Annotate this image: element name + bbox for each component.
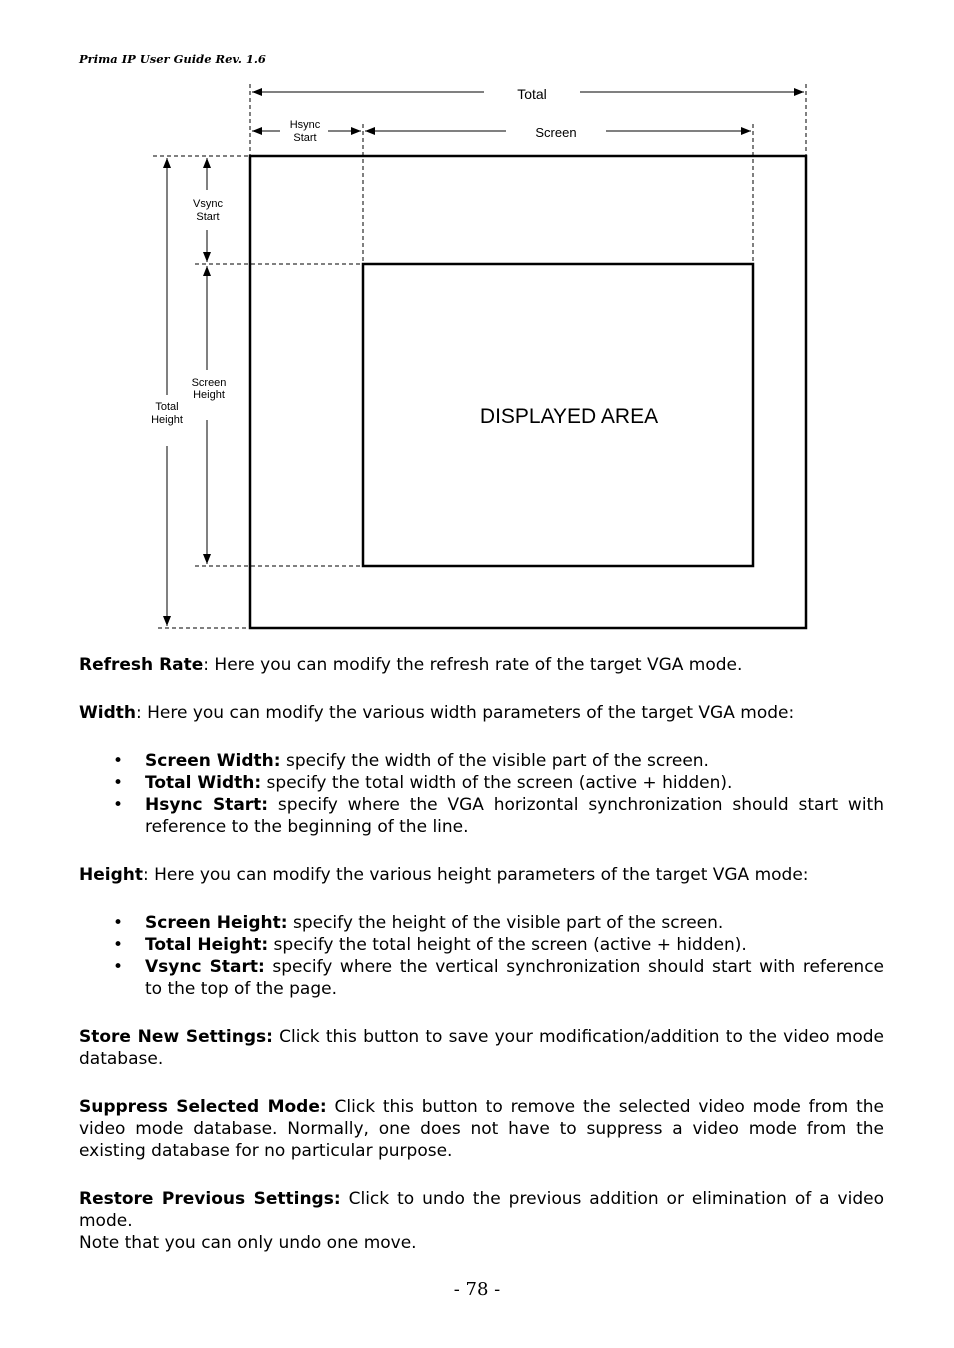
suppress-mode-paragraph (79, 1096, 884, 1162)
restore-note: Note that you can only undo one move. (79, 1233, 417, 1253)
total-width-text: specify the total width of the screen (active + hidden). (261, 773, 733, 793)
hsync-start-label-line2: Start (293, 132, 317, 144)
hsync-start-text: specify where the VGA horizontal synchronization should start with reference to the beginning of the line. (145, 795, 884, 837)
width-text: : Here you can modify the various width parameters of the target VGA mode: (135, 703, 795, 723)
refresh-rate-term: Refresh Rate (79, 655, 204, 675)
page-number: - 78 - (453, 1279, 501, 1300)
height-text: : Here you can modify the various height parameters of the target VGA mode: (142, 865, 809, 885)
list-item (79, 934, 884, 956)
suppress-mode-text: Click this button to remove the selected video mode from the video mode database. Normally, one does not have to suppress a video mode from the existing database for no particular purpose. (79, 1097, 884, 1161)
suppress-mode-term: Suppress Selected Mode: (79, 1097, 327, 1117)
total-frame (250, 156, 806, 628)
store-settings-term: Store New Settings: (79, 1027, 273, 1047)
width-term: Width (79, 703, 136, 723)
vsync-start-term: Vsync Start: (145, 957, 265, 977)
width-list (79, 750, 884, 838)
refresh-rate-text: : Here you can modify the refresh rate of the target VGA mode. (203, 655, 743, 675)
store-settings-paragraph (79, 1026, 884, 1070)
screen-height-text: specify the height of the visible part of the screen. (287, 913, 724, 933)
width-paragraph (79, 702, 884, 724)
screen-height-label-line1: Screen (191, 377, 227, 389)
total-height-text: specify the total height of the screen (active + hidden). (268, 935, 747, 955)
list-item (79, 750, 884, 772)
vsync-start-label-line2: Start (196, 211, 220, 223)
screen-height-term: Screen Height: (145, 913, 288, 933)
height-paragraph (79, 864, 884, 886)
restore-settings-term: Restore Previous Settings: (79, 1189, 341, 1209)
refresh-rate-paragraph (79, 654, 884, 676)
vsync-start-label-line1: Vsync (193, 198, 223, 210)
restore-settings-text: Click to undo the previous addition or elimination of a video mode. (79, 1189, 884, 1231)
list-item (79, 772, 884, 794)
height-list (79, 912, 884, 1000)
screen-width-text: specify the width of the visible part of the screen. (280, 751, 709, 771)
running-header: Prima IP User Guide Rev. 1.6 (79, 52, 266, 66)
total-height-term: Total Height: (145, 935, 269, 955)
total-width-label: Total (517, 86, 547, 102)
list-item (79, 956, 884, 1000)
screen-width-term: Screen Width: (145, 751, 281, 771)
total-height-label-line1: Total (155, 401, 179, 413)
hsync-start-label-line1: Hsync (289, 119, 321, 131)
vga-timing-diagram (0, 0, 954, 640)
displayed-area-label: DISPLAYED AREA (479, 405, 659, 428)
total-height-label-line2: Height (151, 414, 183, 426)
store-settings-text: Click this button to save your modification/addition to the video mode database. (79, 1027, 885, 1069)
screen-width-label: Screen (535, 125, 577, 140)
total-width-term: Total Width: (145, 773, 262, 793)
height-term: Height (79, 865, 143, 885)
screen-height-label-line2: Height (193, 389, 225, 401)
list-item (79, 794, 884, 838)
restore-settings-paragraph (79, 1188, 884, 1232)
list-item (79, 912, 884, 934)
hsync-start-term: Hsync Start: (145, 795, 269, 815)
vsync-start-text: specify where the vertical synchronization should start with reference to the top of the page. (145, 957, 884, 999)
body-text (79, 654, 884, 1254)
